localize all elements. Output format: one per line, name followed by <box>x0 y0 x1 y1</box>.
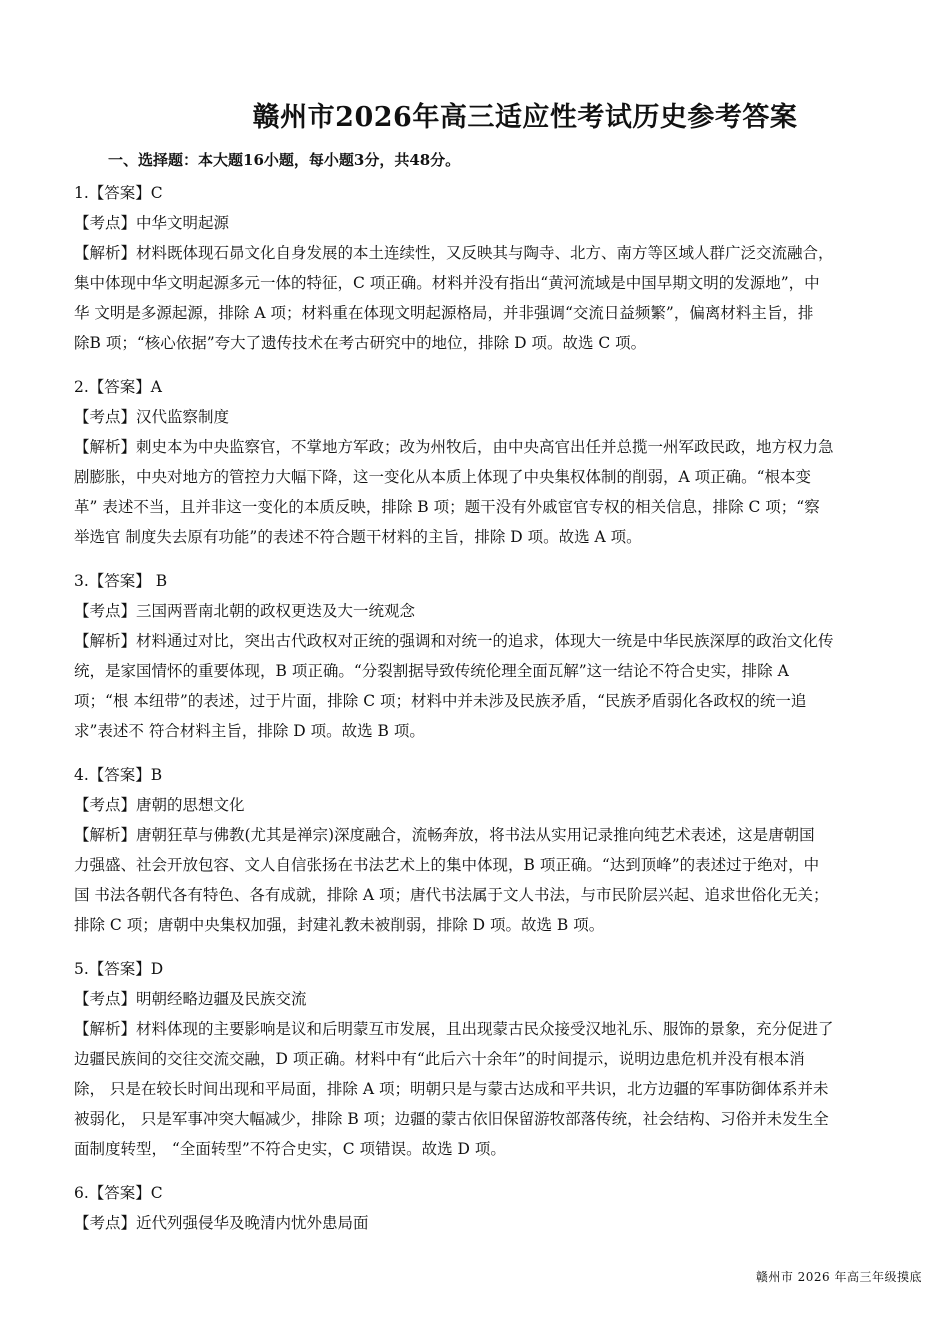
analysis-line: 面制度转型， “全面转型”不符合史实，C 项错误。故选 D 项。 <box>74 1140 506 1158</box>
analysis-line: 华 文明是多源起源，排除 A 项；材料重在体现文明起源格局，并非强调“交流日益频繁”，偏离材料主旨，排 <box>74 304 814 322</box>
analysis-line: 【解析】材料通过对比，突出古代政权对正统的强调和对统一的追求，体现大一统是中华民族深厚的政治文化传 <box>74 632 834 650</box>
point-line: 【考点】近代列强侵华及晚清内忧外患局面 <box>74 1214 369 1232</box>
analysis-line: 力强盛、社会开放包容、文人自信张扬在书法艺术上的集中体现，B 项正确。“达到顶峰”的表述过于绝对，中 <box>74 856 820 874</box>
point-line: 【考点】中华文明起源 <box>74 214 230 232</box>
analysis-line: 剧膨胀，中央对地方的管控力大幅下降，这一变化从本质上体现了中央集权体制的削弱，A 项正确。“根本变 <box>74 468 812 486</box>
answer-line: 3.【答案】 B <box>74 572 168 590</box>
point-line: 【考点】明朝经略边疆及民族交流 <box>74 990 307 1008</box>
answer-line: 2.【答案】A <box>74 378 162 396</box>
analysis-line: 集中体现中华文明起源多元一体的特征，C 项正确。材料并没有指出“黄河流域是中国早期文明的发源地”，中 <box>74 274 820 292</box>
page-title: 赣州市2026年高三适应性考试历史参考答案 <box>252 102 798 133</box>
question-block <box>74 178 914 358</box>
question-block <box>74 954 914 1164</box>
analysis-line: 国 书法各朝代各有特色、各有成就，排除 A 项；唐代书法属于文人书法，与市民阶层兴起、追求世俗化无关； <box>74 886 829 904</box>
answer-list <box>74 178 914 1252</box>
point-line: 【考点】唐朝的思想文化 <box>74 796 245 814</box>
question-block <box>74 566 914 746</box>
answer-line: 5.【答案】D <box>74 960 164 978</box>
point-line: 【考点】汉代监察制度 <box>74 408 230 426</box>
analysis-line: 项；“根 本纽带”的表述，过于片面，排除 C 项；材料中并未涉及民族矛盾，“民族矛盾弱化各政权的统一追 <box>74 692 807 710</box>
analysis-line: 排除 C 项；唐朝中央集权加强，封建礼教未被削弱，排除 D 项。故选 B 项。 <box>74 916 605 934</box>
analysis-line: 边疆民族间的交往交流交融，D 项正确。材料中有“此后六十余年”的时间提示，说明边患危机并没有根本消 <box>74 1050 805 1068</box>
answer-line: 4.【答案】B <box>74 766 163 784</box>
analysis-line: 革” 表述不当，且并非这一变化的本质反映，排除 B 项；题干没有外戚宦官专权的相关信息，排除 C 项；“察 <box>74 498 820 516</box>
analysis-line: 除B 项；“核心依据”夸大了遗传技术在考古研究中的地位，排除 D 项。故选 C 项。 <box>74 334 647 352</box>
analysis-line: 求”表述不 符合材料主旨，排除 D 项。故选 B 项。 <box>74 722 425 740</box>
analysis-line: 【解析】唐朝狂草与佛教(尤其是禅宗)深度融合，流畅奔放，将书法从实用记录推向纯艺术表述，这是唐朝国 <box>74 826 815 844</box>
section-heading: 一、选择题：本大题16小题，每小题3分，共48分。 <box>108 151 461 169</box>
analysis-line: 【解析】刺史本为中央监察官，不掌地方军政；改为州牧后，由中央高官出任并总揽一州军政民政，地方权力急 <box>74 438 834 456</box>
answer-line: 6.【答案】C <box>74 1184 163 1202</box>
analysis-line: 除， 只是在较长时间出现和平局面，排除 A 项；明朝只是与蒙古达成和平共识，北方边疆的军事防御体系并未 <box>74 1080 829 1098</box>
question-block <box>74 1178 914 1238</box>
question-block <box>74 372 914 552</box>
answer-line: 1.【答案】C <box>74 184 163 202</box>
analysis-line: 【解析】材料体现的主要影响是议和后明蒙互市发展，且出现蒙古民众接受汉地礼乐、服饰的景象，充分促进了 <box>74 1020 834 1038</box>
question-block <box>74 760 914 940</box>
analysis-line: 举选官 制度失去原有功能”的表述不符合题干材料的主旨，排除 D 项。故选 A 项。 <box>74 528 642 546</box>
point-line: 【考点】三国两晋南北朝的政权更迭及大一统观念 <box>74 602 416 620</box>
analysis-line: 统，是家国情怀的重要体现，B 项正确。“分裂割据导致传统伦理全面瓦解”这一结论不符合史实，排除 A <box>74 662 789 680</box>
page-footer: 赣州市 2026 年高三年级摸底 <box>755 1270 922 1284</box>
analysis-line: 被弱化， 只是军事冲突大幅减少，排除 B 项；边疆的蒙古依旧保留游牧部落传统，社会结构、习俗并未发生全 <box>74 1110 829 1128</box>
analysis-line: 【解析】材料既体现石昴文化自身发展的本土连续性，又反映其与陶寺、北方、南方等区域人群广泛交流融合， <box>74 244 834 262</box>
